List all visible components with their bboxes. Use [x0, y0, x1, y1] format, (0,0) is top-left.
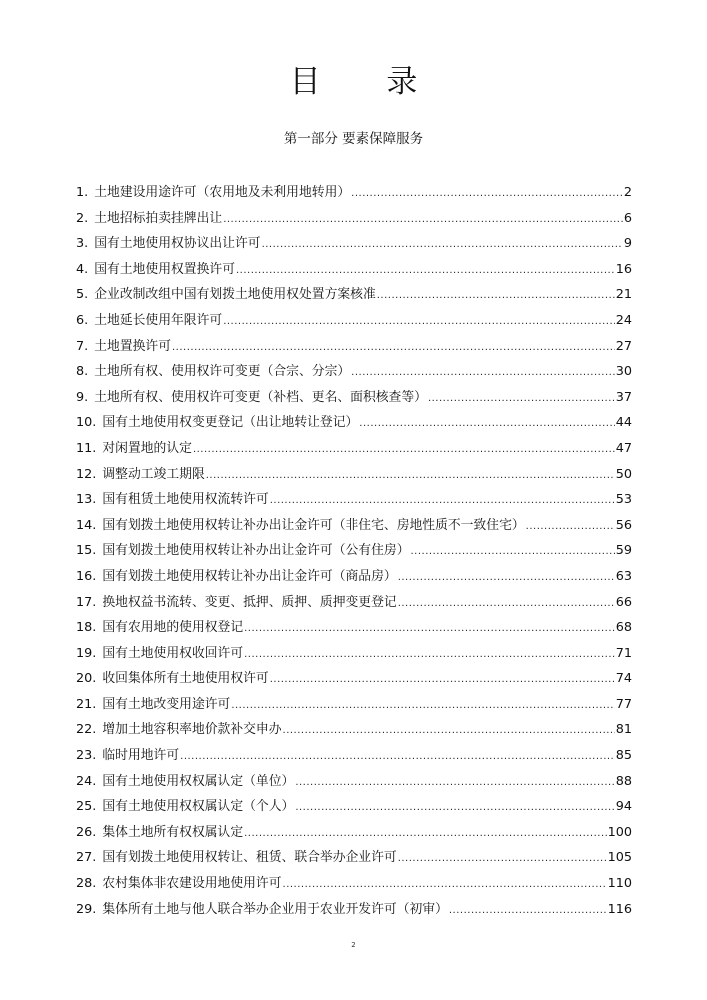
toc-entry-page: 88	[615, 773, 632, 789]
toc-leader-dots	[428, 391, 615, 407]
toc-entry-page: 68	[615, 620, 632, 636]
toc-entry[interactable]	[76, 671, 632, 697]
toc-entry-label: 国有租赁土地使用权流转许可	[102, 492, 269, 508]
toc-entry-label: 国有土地使用权置换许可	[94, 261, 235, 277]
toc-entry-label: 调整动工竣工期限	[102, 466, 205, 482]
toc-leader-dots	[223, 314, 615, 330]
toc-entry-number: 3.	[76, 236, 89, 252]
toc-entry-number: 12.	[76, 466, 97, 482]
toc-entry[interactable]	[76, 595, 632, 621]
toc-leader-dots	[223, 212, 623, 228]
toc-entry[interactable]	[76, 850, 632, 876]
toc-entry-label: 国有土地使用权协议出让许可	[94, 236, 261, 252]
toc-leader-dots	[244, 621, 615, 637]
toc-entry-number: 20.	[76, 671, 97, 687]
toc-entry-page: 16	[615, 261, 632, 277]
toc-entry[interactable]	[76, 236, 632, 262]
toc-entry[interactable]	[76, 415, 632, 441]
toc-entry-number: 18.	[76, 620, 97, 636]
toc-entry-label: 国有划拨土地使用权转让补办出让金许可（商品房）	[102, 568, 397, 584]
page-number: 2	[351, 941, 356, 949]
section-subtitle: 第一部分 要素保障服务	[283, 131, 424, 147]
toc-entry-page: 56	[615, 517, 632, 533]
toc-entry-page: 24	[615, 312, 632, 328]
toc-entry-label: 国有土地使用权收回许可	[102, 645, 244, 661]
toc-entry-label: 国有土地使用权权属认定（单位）	[102, 773, 295, 789]
toc-entry-label: 农村集体非农建设用地使用许可	[102, 876, 282, 892]
toc-leader-dots	[231, 698, 614, 714]
toc-leader-dots	[295, 800, 614, 816]
toc-leader-dots	[359, 416, 614, 432]
toc-entry-page: 47	[615, 440, 632, 456]
toc-leader-dots	[351, 365, 615, 381]
toc-entry-label: 土地所有权、使用权许可变更（合宗、分宗）	[94, 364, 351, 380]
toc-entry-page: 59	[615, 543, 632, 559]
toc-leader-dots	[351, 186, 623, 202]
toc-entry-page: 74	[615, 671, 632, 687]
toc-entry-page: 100	[607, 824, 632, 840]
toc-entry-page: 77	[615, 696, 632, 712]
toc-leader-dots	[398, 851, 607, 867]
toc-leader-dots	[449, 903, 607, 919]
toc-entry[interactable]	[76, 467, 632, 493]
toc-entry[interactable]	[76, 825, 632, 851]
toc-entry[interactable]	[76, 646, 632, 672]
toc-entry-label: 增加土地容积率地价款补交申办	[102, 722, 282, 738]
toc-leader-dots	[283, 877, 607, 893]
toc-entry-page: 71	[615, 645, 632, 661]
toc-entry[interactable]	[76, 722, 632, 748]
toc-entry-number: 26.	[76, 824, 97, 840]
document-title: 目 录	[289, 64, 446, 100]
toc-leader-dots	[236, 263, 615, 279]
toc-entry-page: 6	[623, 210, 632, 226]
toc-entry-number: 22.	[76, 722, 97, 738]
toc-entry-page: 105	[607, 850, 632, 866]
toc-entry[interactable]	[76, 441, 632, 467]
toc-entry-label: 国有农用地的使用权登记	[102, 620, 244, 636]
toc-entry[interactable]	[76, 697, 632, 723]
toc-entry-label: 临时用地许可	[102, 748, 180, 764]
toc-entry[interactable]	[76, 799, 632, 825]
toc-entry-number: 17.	[76, 594, 97, 610]
toc-entry-page: 53	[615, 492, 632, 508]
toc-entry-page: 2	[623, 185, 632, 200]
toc-entry[interactable]	[76, 364, 632, 390]
toc-entry[interactable]	[76, 620, 632, 646]
toc-entry-label: 土地延长使用年限许可	[94, 312, 223, 328]
toc-entry-page: 44	[615, 415, 632, 431]
toc-leader-dots	[270, 493, 615, 509]
toc-entry[interactable]	[76, 569, 632, 595]
toc-leader-dots	[193, 442, 615, 458]
toc-entry[interactable]	[76, 748, 632, 774]
toc-entry-page: 21	[615, 287, 632, 303]
toc-entry[interactable]	[76, 313, 632, 339]
toc-entry-number: 15.	[76, 543, 97, 559]
toc-entry-page: 116	[607, 901, 632, 917]
toc-leader-dots	[526, 519, 615, 535]
toc-entry-number: 8.	[76, 364, 89, 380]
toc-entry[interactable]	[76, 774, 632, 800]
toc-entry[interactable]	[76, 902, 632, 928]
toc-entry-label: 集体所有土地与他人联合举办企业用于农业开发许可（初审）	[102, 901, 448, 917]
toc-entry-number: 11.	[76, 440, 97, 456]
toc-entry-number: 7.	[76, 338, 89, 354]
toc-leader-dots	[377, 288, 615, 304]
toc-entry-number: 5.	[76, 287, 89, 303]
toc-entry[interactable]	[76, 876, 632, 902]
toc-entry[interactable]	[76, 390, 632, 416]
toc-entry-label: 国有土地使用权权属认定（个人）	[102, 799, 295, 815]
toc-entry[interactable]	[76, 543, 632, 569]
toc-entry-number: 29.	[76, 901, 97, 917]
toc-entry[interactable]	[76, 518, 632, 544]
toc-entry-label: 土地置换许可	[94, 338, 171, 354]
toc-entry-number: 10.	[76, 415, 97, 431]
toc-leader-dots	[270, 672, 615, 688]
toc-leader-dots	[206, 468, 615, 484]
toc-entry-label: 土地所有权、使用权许可变更（补档、更名、面积核查等）	[94, 389, 427, 405]
toc-entry-page: 94	[615, 799, 632, 815]
toc-entry[interactable]	[76, 185, 632, 211]
toc-entry[interactable]	[76, 262, 632, 288]
toc-entry-page: 81	[615, 722, 632, 738]
toc-leader-dots	[398, 570, 615, 586]
toc-entry-label: 国有划拨土地使用权转让补办出让金许可（非住宅、房地性质不一致住宅）	[102, 517, 525, 533]
toc-leader-dots	[295, 775, 614, 791]
toc-entry-number: 19.	[76, 645, 97, 661]
toc-entry-page: 27	[615, 338, 632, 354]
toc-leader-dots	[398, 596, 615, 612]
toc-entry[interactable]	[76, 287, 632, 313]
table-of-contents	[76, 185, 632, 927]
toc-entry-number: 23.	[76, 748, 97, 764]
toc-entry[interactable]	[76, 211, 632, 237]
toc-entry-label: 土地招标拍卖挂牌出让	[94, 210, 223, 226]
toc-leader-dots	[283, 723, 615, 739]
toc-entry-page: 9	[623, 236, 632, 252]
toc-entry-label: 对闲置地的认定	[102, 440, 192, 456]
toc-entry-label: 集体土地所有权权属认定	[102, 824, 244, 840]
toc-entry-label: 国有土地改变用途许可	[102, 696, 231, 712]
toc-leader-dots	[262, 237, 623, 253]
toc-leader-dots	[180, 749, 615, 765]
toc-entry-page: 63	[615, 568, 632, 584]
toc-entry-number: 25.	[76, 799, 97, 815]
toc-entry[interactable]	[76, 339, 632, 365]
toc-leader-dots	[244, 647, 615, 663]
toc-entry-number: 21.	[76, 696, 97, 712]
toc-entry-label: 换地权益书流转、变更、抵押、质押、质押变更登记	[102, 594, 397, 610]
toc-entry-label: 收回集体所有土地使用权许可	[102, 671, 269, 687]
toc-leader-dots	[172, 340, 615, 356]
toc-entry-label: 土地建设用途许可（农用地及未利用地转用）	[94, 185, 351, 200]
toc-entry-number: 16.	[76, 568, 97, 584]
toc-entry-number: 6.	[76, 312, 89, 328]
toc-entry-number: 1.	[76, 185, 89, 200]
toc-entry-page: 37	[615, 389, 632, 405]
toc-entry-page: 50	[615, 466, 632, 482]
toc-entry-page: 85	[615, 748, 632, 764]
toc-entry-number: 24.	[76, 773, 97, 789]
toc-entry-number: 27.	[76, 850, 97, 866]
toc-leader-dots	[244, 826, 606, 842]
toc-entry-number: 9.	[76, 389, 89, 405]
toc-entry-page: 110	[607, 876, 632, 892]
toc-leader-dots	[410, 544, 614, 560]
toc-entry-label: 企业改制改组中国有划拨土地使用权处置方案核准	[94, 287, 376, 303]
toc-entry-label: 国有划拨土地使用权转让、租赁、联合举办企业许可	[102, 850, 397, 866]
toc-entry-page: 30	[615, 364, 632, 380]
toc-entry-number: 2.	[76, 210, 89, 226]
toc-entry-label: 国有划拨土地使用权转让补办出让金许可（公有住房）	[102, 543, 410, 559]
toc-entry-label: 国有土地使用权变更登记（出让地转让登记）	[102, 415, 359, 431]
toc-entry-number: 14.	[76, 517, 97, 533]
toc-entry-page: 66	[615, 594, 632, 610]
toc-entry-number: 13.	[76, 492, 97, 508]
toc-entry-number: 4.	[76, 261, 89, 277]
toc-entry-number: 28.	[76, 876, 97, 892]
toc-entry[interactable]	[76, 492, 632, 518]
